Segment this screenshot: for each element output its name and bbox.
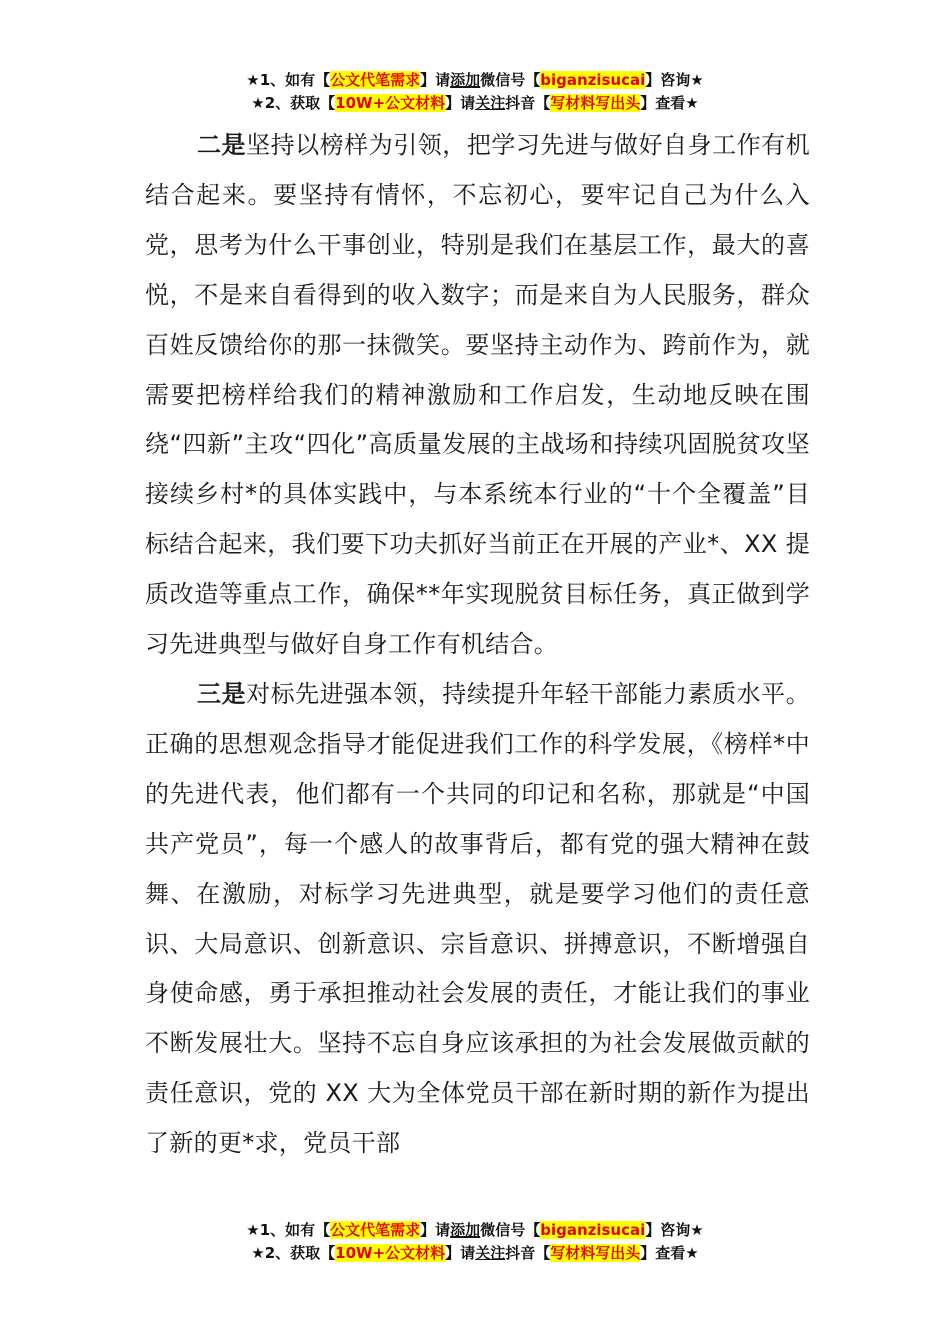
banner-emphasis-add: 添加 (450, 71, 481, 89)
highlight-service: 公文代笔需求 (330, 1221, 421, 1239)
paragraph-three (145, 670, 810, 1169)
paragraph-lead: 二是 (197, 131, 247, 159)
highlight-wechat-id: biganzisucai (540, 1221, 646, 1239)
banner-text: 1、如有【 (259, 1221, 331, 1239)
footer-banner (0, 1219, 950, 1265)
star-icon: ★ (685, 1244, 699, 1262)
highlight-materials: 10W+公文材料 (335, 94, 446, 112)
star-icon: ★ (246, 1221, 260, 1239)
banner-text: 】请 (420, 1221, 451, 1239)
banner-text: 】咨询 (645, 1221, 691, 1239)
highlight-douyin-account: 写材料写出头 (550, 94, 641, 112)
banner-text: 】请 (420, 71, 451, 89)
banner-text: 微信号【 (480, 71, 541, 89)
banner-line-2 (0, 1242, 950, 1265)
banner-text: 】查看 (640, 1244, 686, 1262)
banner-text: 微信号【 (480, 1221, 541, 1239)
banner-text: 2、获取【 (264, 94, 336, 112)
banner-text: 1、如有【 (259, 71, 331, 89)
banner-text: 】查看 (640, 94, 686, 112)
paragraph-two (145, 121, 810, 670)
paragraph-text: 对标先进强本领，持续提升年轻干部能力素质水平。正确的思想观念指导才能促进我们工作的科学发展，《榜样*中的先进代表，他们都有一个共同的印记和名称，那就是“中国共产党员”，每一个感人的故事背后，都有党的强大精神在鼓舞、在激励，对标学习先进典型，就是要学习他们的责任意识、大局意识、创新意识、宗旨意识、拼搏意识，不断增强自身使命感，勇于承担推动社会发展的责任，才能让我们的事业不断发展壮大。坚持不忘自身应该承担的为社会发展做贡献的责任意识，党的 XX 大为全体党员干部在新时期的新作为提出了新的更*求，党员干部 (145, 679, 811, 1158)
highlight-materials: 10W+公文材料 (335, 1244, 446, 1262)
highlight-douyin-account: 写材料写出头 (550, 1244, 641, 1262)
document-body (145, 121, 810, 1169)
banner-line-2 (0, 92, 950, 115)
star-icon: ★ (246, 71, 260, 89)
banner-text: 抖音【 (505, 1244, 551, 1262)
banner-text: 】请 (445, 1244, 476, 1262)
banner-line-1 (0, 1219, 950, 1242)
paragraph-text: 坚持以榜样为引领，把学习先进与做好自身工作有机结合起来。要坚持有情怀，不忘初心，要牢记自己为什么入党，思考为什么干事创业，特别是我们在基层工作，最大的喜悦，不是来自看得到的收入数字；而是来自为人民服务，群众百姓反馈给你的那一抹微笑。要坚持主动作为、跨前作为，就需要把榜样给我们的精神激励和工作启发，生动地反映在围绕“四新”主攻“四化”高质量发展的主战场和持续巩固脱贫攻坚接续乡村*的具体实践中，与本系统本行业的“十个全覆盖”目标结合起来，我们要下功夫抓好当前正在开展的产业*、XX 提质改造等重点工作，确保**年实现脱贫目标任务，真正做到学习先进典型与做好自身工作有机结合。 (145, 131, 810, 659)
star-icon: ★ (251, 94, 265, 112)
banner-emphasis-follow: 关注 (475, 1244, 506, 1262)
banner-line-1 (0, 69, 950, 92)
star-icon: ★ (251, 1244, 265, 1262)
banner-emphasis-follow: 关注 (475, 94, 506, 112)
highlight-service: 公文代笔需求 (330, 71, 421, 89)
star-icon: ★ (690, 71, 704, 89)
paragraph-lead: 三是 (197, 679, 247, 708)
star-icon: ★ (690, 1221, 704, 1239)
header-banner (0, 69, 950, 115)
star-icon: ★ (685, 94, 699, 112)
banner-emphasis-add: 添加 (450, 1221, 481, 1239)
banner-text: 】咨询 (645, 71, 691, 89)
banner-text: 2、获取【 (264, 1244, 336, 1262)
banner-text: 抖音【 (505, 94, 551, 112)
highlight-wechat-id: biganzisucai (540, 71, 646, 89)
banner-text: 】请 (445, 94, 476, 112)
